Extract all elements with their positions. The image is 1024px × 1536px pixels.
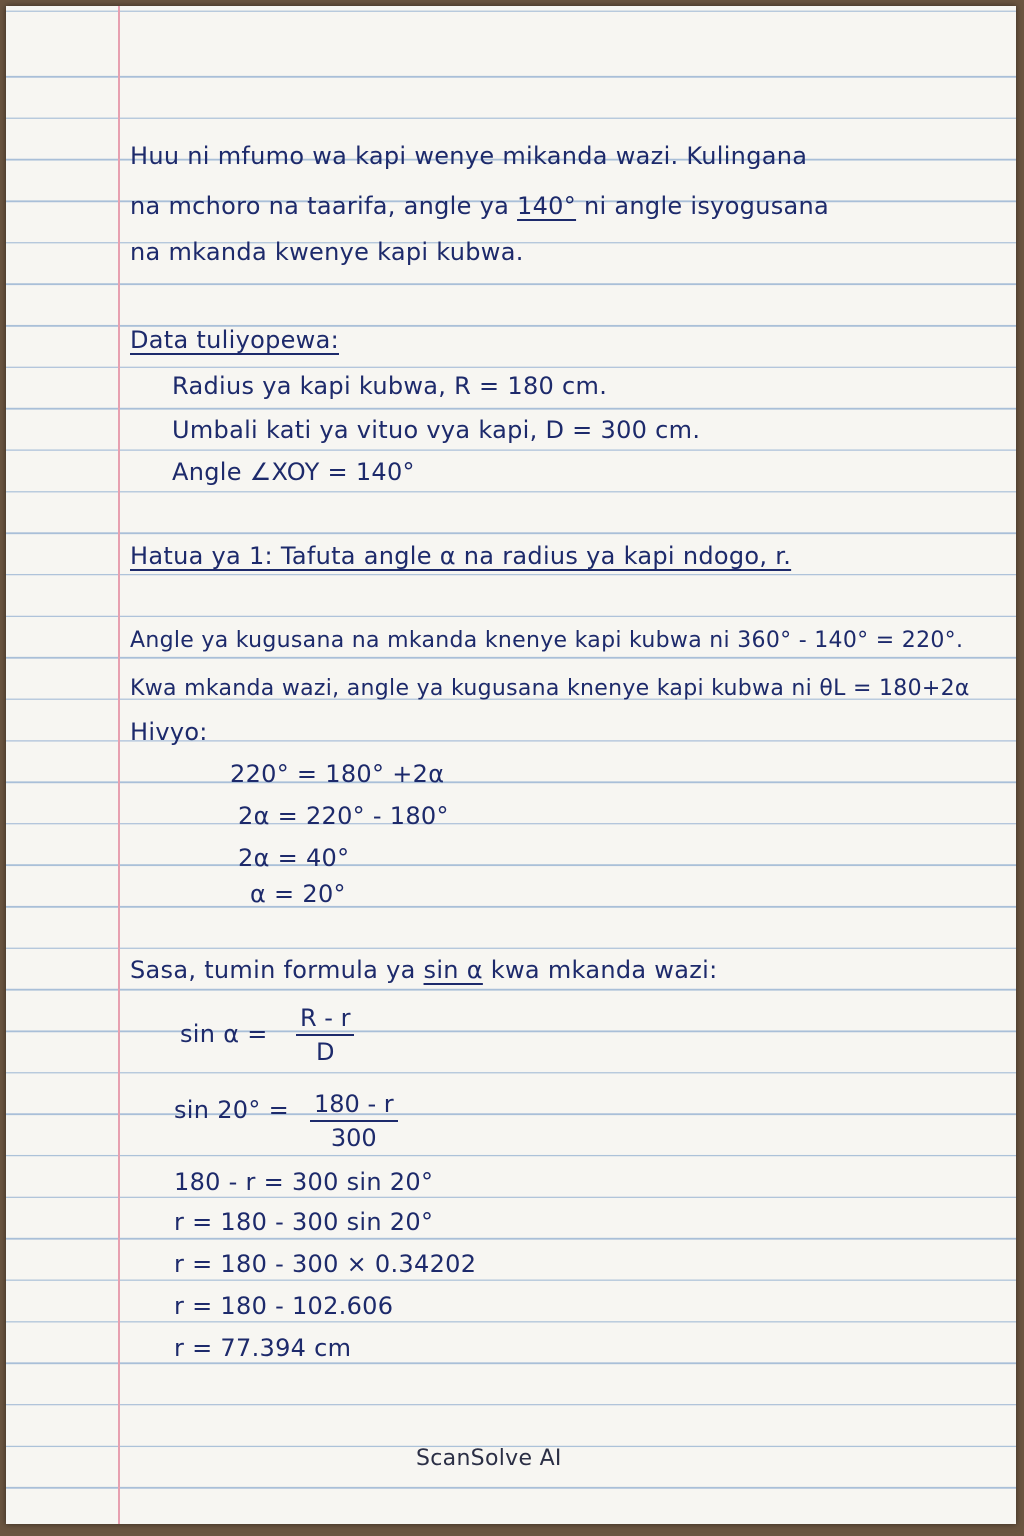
given-heading: Data tuliyopewa: [130, 326, 339, 354]
fraction-2 [310, 1090, 398, 1152]
step-1-heading: Hatua ya 1: Tafuta angle α na radius ya kapi ndogo, r. [130, 542, 792, 570]
formula-lhs-2: sin 20° = [174, 1096, 289, 1124]
fraction-2-denominator: 300 [330, 1124, 377, 1152]
fraction-1 [296, 1004, 354, 1066]
intro-line-1: Huu ni mfumo wa kapi wenye mikanda wazi. Kulingana [130, 142, 808, 170]
given-item: Angle ∠XOY = 140° [172, 458, 415, 486]
given-item: Radius ya kapi kubwa, R = 180 cm. [172, 372, 608, 400]
equation-line: 2α = 220° - 180° [238, 802, 449, 830]
fraction-1-numerator: R - r [296, 1004, 354, 1036]
step-1-line-1: Angle ya kugusana na mkanda knenye kapi kubwa ni 360° - 140° = 220°. [130, 628, 964, 653]
margin-line [118, 6, 120, 1524]
solution-step: r = 180 - 102.606 [174, 1292, 394, 1320]
formula-lhs-1: sin α = [180, 1020, 268, 1048]
intro-line-2-c: ni angle isyogusana [576, 192, 830, 220]
fraction-1-denominator: D [315, 1038, 335, 1066]
solution-step: r = 180 - 300 × 0.34202 [174, 1250, 477, 1278]
intro-line-2 [130, 192, 829, 220]
intro-line-2-a: na mchoro na taarifa, angle ya [130, 192, 518, 220]
equation-line: 2α = 40° [238, 844, 350, 872]
solution-step: r = 180 - 300 sin 20° [174, 1208, 434, 1236]
footer-watermark: ScanSolve AI [416, 1446, 562, 1471]
notebook-page [6, 6, 1016, 1524]
formula-intro-c: kwa mkanda wazi: [482, 956, 718, 984]
intro-line-3: na mkanda kwenye kapi kubwa. [130, 238, 524, 266]
equation-line: 220° = 180° +2α [230, 760, 445, 788]
fraction-2-numerator: 180 - r [310, 1090, 398, 1122]
formula-sin-alpha: sin α [423, 956, 483, 984]
formula-intro-a: Sasa, tumin formula ya [130, 956, 424, 984]
formula-intro [130, 956, 718, 984]
equation-line: α = 20° [250, 880, 346, 908]
solution-final: r = 77.394 cm [174, 1334, 352, 1362]
highlighted-angle: 140° [517, 192, 577, 220]
solution-step: 180 - r = 300 sin 20° [174, 1168, 434, 1196]
step-1-line-2: Kwa mkanda wazi, angle ya kugusana knenye kapi kubwa ni θL = 180+2α [130, 676, 970, 701]
step-1-line-3: Hivyo: [130, 718, 208, 746]
given-item: Umbali kati ya vituo vya kapi, D = 300 cm. [172, 416, 701, 444]
